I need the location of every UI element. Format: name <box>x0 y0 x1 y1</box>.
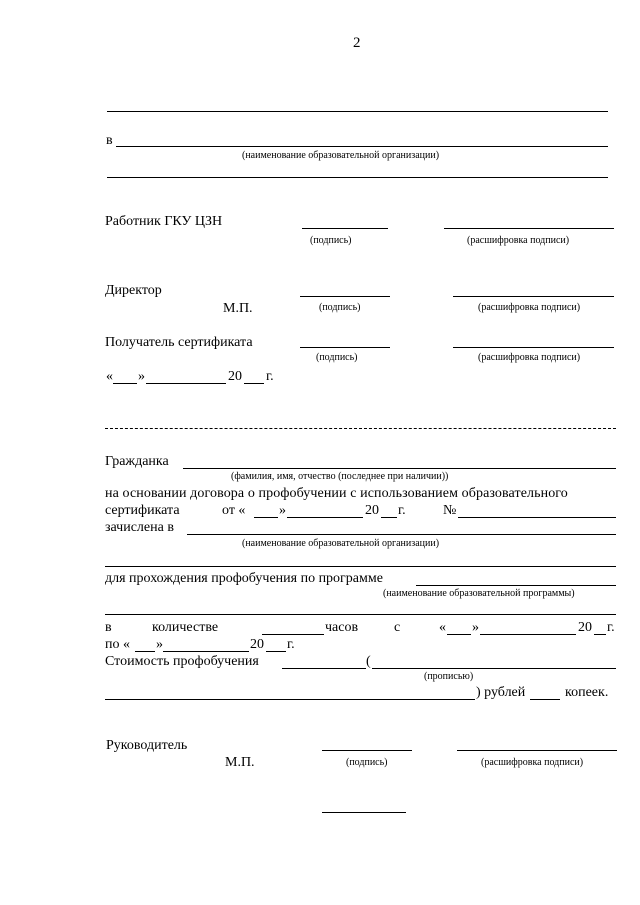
program-name-line[interactable] <box>416 585 616 586</box>
head-decode-caption: (расшифровка подписи) <box>481 757 584 768</box>
contract-year-line[interactable] <box>381 517 397 518</box>
director-signature-line[interactable] <box>300 296 390 297</box>
blank-line-top <box>107 111 608 112</box>
recipient-signature-line[interactable] <box>300 347 390 348</box>
head-signature-line[interactable] <box>322 750 412 751</box>
director-decode-caption: (расшифровка подписи) <box>478 302 581 313</box>
worker-signature-line[interactable] <box>302 228 388 229</box>
blank-line-org <box>107 177 608 178</box>
date-year-line[interactable] <box>244 383 264 384</box>
since-close-quote: » <box>472 620 479 635</box>
since-open-quote: « <box>439 620 446 635</box>
date-year-prefix: 20 <box>228 369 242 384</box>
cost-in-words-line-2[interactable] <box>105 699 475 700</box>
kopecks-line[interactable] <box>530 699 560 700</box>
director-label: Директор <box>105 283 162 298</box>
cost-amount-line[interactable] <box>282 668 366 669</box>
date-close-quote: » <box>138 369 145 384</box>
cost-label: Стоимость профобучения <box>105 654 259 669</box>
director-sign-caption: (подпись) <box>319 302 361 313</box>
enrolled-in-label: зачислена в <box>105 520 174 535</box>
hours-count-line[interactable] <box>262 634 324 635</box>
until-day-line[interactable] <box>135 651 155 652</box>
date-month-line[interactable] <box>146 383 226 384</box>
until-year-suffix: г. <box>287 637 295 652</box>
cut-line <box>105 428 616 429</box>
bottom-separator <box>322 812 406 813</box>
in-words-caption: (прописью) <box>424 671 474 682</box>
hours-word: часов <box>325 620 359 635</box>
enrolled-org-line[interactable] <box>187 534 616 535</box>
cost-in-words-line[interactable] <box>372 668 616 669</box>
fio-caption: (фамилия, имя, отчество (последнее при наличии)) <box>231 471 449 482</box>
recipient-label: Получатель сертификата <box>105 335 253 350</box>
since-day-line[interactable] <box>447 634 471 635</box>
contract-month-line[interactable] <box>287 517 363 518</box>
program-label: для прохождения профобучения по программе <box>105 571 383 586</box>
head-sign-caption: (подпись) <box>346 757 388 768</box>
worker-sign-caption: (подпись) <box>310 235 352 246</box>
org-prefix: в <box>106 133 113 148</box>
program-caption: (наименование образовательной программы) <box>383 588 575 599</box>
org-name-line[interactable] <box>116 146 608 147</box>
date-day-line[interactable] <box>113 383 137 384</box>
worker-label: Работник ГКУ ЦЗН <box>105 214 223 229</box>
org-caption: (наименование образовательной организации) <box>242 150 440 161</box>
kopecks-word: копеек. <box>565 685 609 700</box>
worker-decode-caption: (расшифровка подписи) <box>467 235 570 246</box>
until-year-prefix: 20 <box>250 637 264 652</box>
contract-from-word: от « <box>222 503 246 518</box>
blank-line-program <box>105 614 616 615</box>
head-decode-line[interactable] <box>457 750 617 751</box>
cost-open-paren: ( <box>366 654 371 669</box>
citizen-label: Гражданка <box>105 454 169 469</box>
amount-word: количестве <box>152 620 219 635</box>
date-year-suffix: г. <box>266 369 274 384</box>
since-month-line[interactable] <box>480 634 576 635</box>
certificate-word: сертификата <box>105 503 180 518</box>
contract-close-quote: » <box>279 503 286 518</box>
until-month-line[interactable] <box>163 651 249 652</box>
director-stamp: М.П. <box>223 301 253 316</box>
citizen-fio-line[interactable] <box>183 468 616 469</box>
contract-day-line[interactable] <box>254 517 278 518</box>
until-prefix: по « <box>105 637 130 652</box>
until-close-quote: » <box>156 637 163 652</box>
in-word: в <box>105 620 112 635</box>
since-year-line[interactable] <box>594 634 606 635</box>
blank-line-org-2 <box>105 566 616 567</box>
contract-number-sign: № <box>443 503 457 518</box>
head-label: Руководитель <box>106 738 188 753</box>
recipient-decode-line[interactable] <box>453 347 614 348</box>
worker-decode-line[interactable] <box>444 228 614 229</box>
contract-number-line[interactable] <box>458 517 616 518</box>
contract-year-prefix: 20 <box>365 503 379 518</box>
date-open-quote: « <box>106 369 113 384</box>
since-year-prefix: 20 <box>578 620 592 635</box>
enrolled-org-caption: (наименование образовательной организации) <box>242 538 440 549</box>
basis-line: на основании договора о профобучении с использованием образовательного <box>105 486 568 501</box>
rubles-word: ) рублей <box>476 685 526 700</box>
head-stamp: М.П. <box>225 755 255 770</box>
since-word: с <box>394 620 401 635</box>
director-decode-line[interactable] <box>453 296 614 297</box>
since-year-suffix: г. <box>607 620 615 635</box>
contract-year-suffix: г. <box>398 503 406 518</box>
recipient-sign-caption: (подпись) <box>316 352 358 363</box>
recipient-decode-caption: (расшифровка подписи) <box>478 352 581 363</box>
page-number: 2 <box>353 35 361 51</box>
until-year-line[interactable] <box>266 651 286 652</box>
